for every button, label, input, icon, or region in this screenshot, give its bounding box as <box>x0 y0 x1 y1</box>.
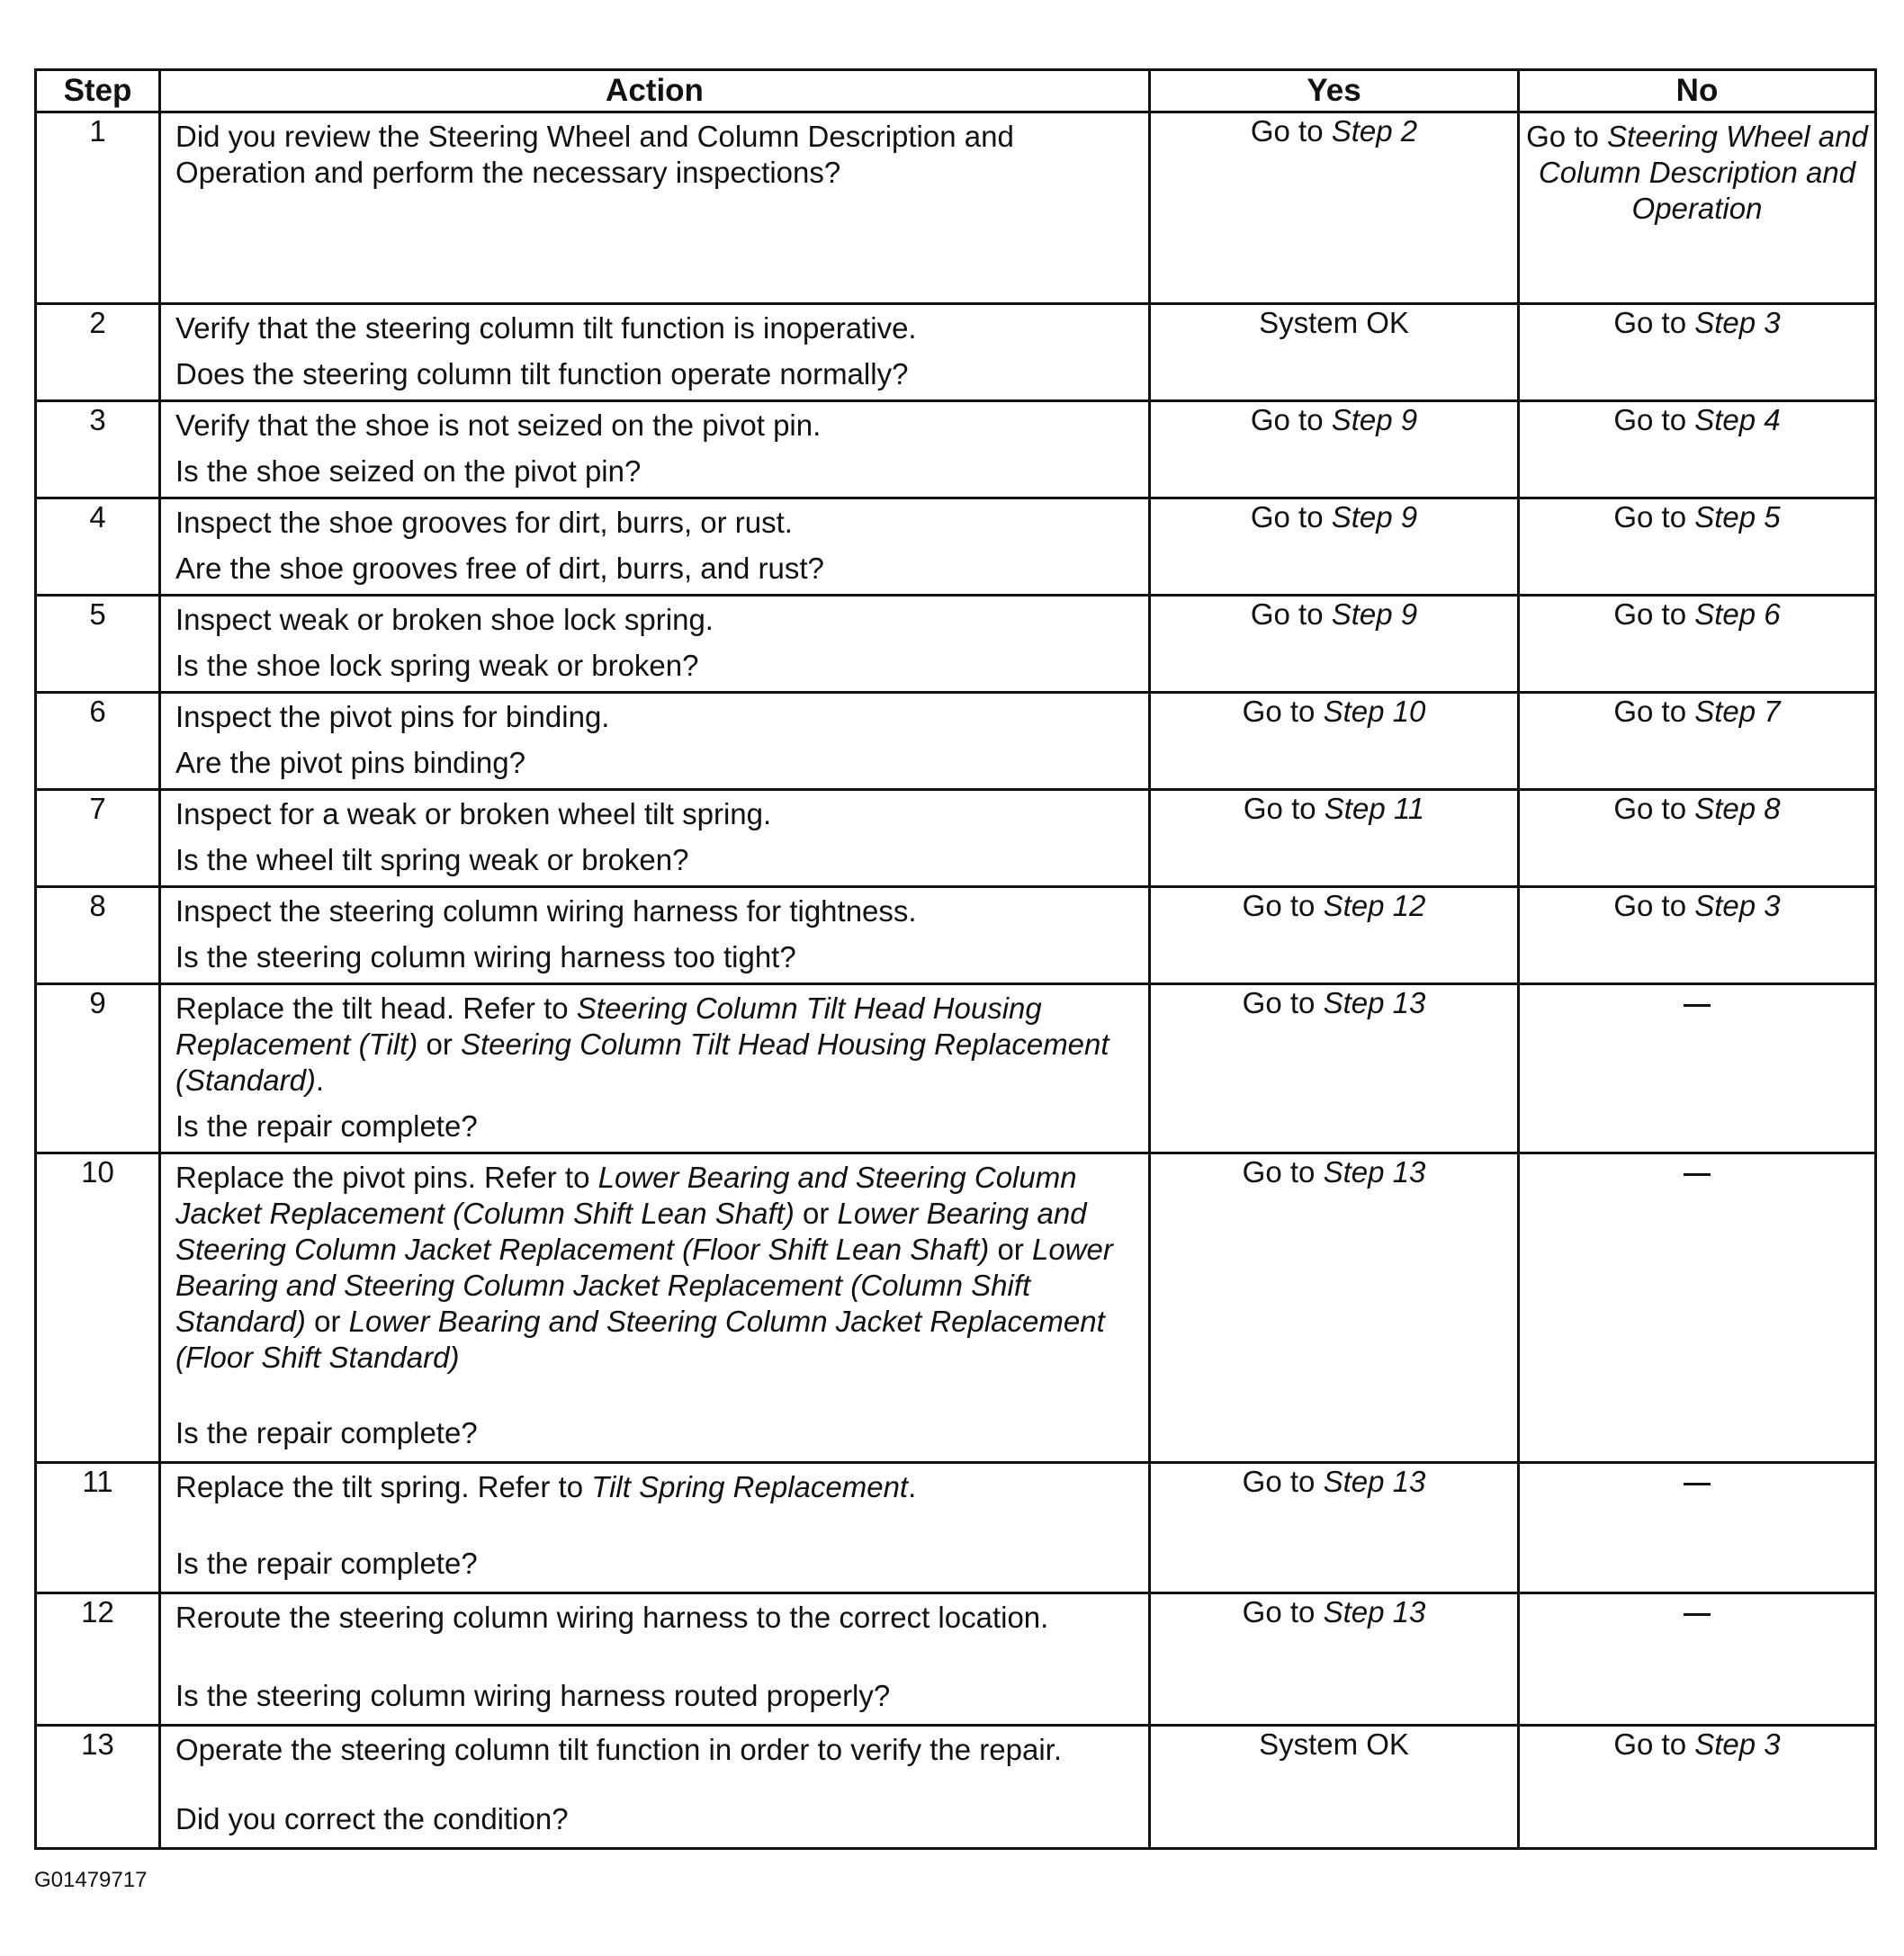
instruction-text: Inspect the steering column wiring harness for tightness. <box>175 894 917 928</box>
yes-step-reference: Step 13 <box>1323 986 1426 1019</box>
action-cell <box>160 887 1150 984</box>
instruction-text: Operate the steering column tilt function in order to verify the repair. <box>175 1733 1063 1766</box>
yes-text: Go to <box>1242 1465 1324 1498</box>
action-content <box>175 1600 1139 1714</box>
action-content <box>175 1732 1139 1837</box>
table-row <box>36 984 1876 1153</box>
yes-step-reference: Step 13 <box>1323 1465 1426 1498</box>
action-content <box>175 796 1139 878</box>
yes-text: Go to <box>1242 889 1324 922</box>
step-number: 1 <box>36 112 160 304</box>
yes-result <box>1150 1463 1519 1593</box>
yes-result <box>1150 1726 1519 1849</box>
spacer <box>175 541 1139 551</box>
yes-step-reference: Step 11 <box>1324 792 1425 825</box>
table-row <box>36 887 1876 984</box>
spacer <box>175 638 1139 648</box>
action-content <box>175 408 1139 489</box>
action-cell <box>160 790 1150 887</box>
yes-text: Go to <box>1250 500 1332 534</box>
no-step-reference: Step 3 <box>1694 889 1781 922</box>
instruction-text: . <box>315 1063 325 1097</box>
no-result <box>1519 498 1876 596</box>
yes-step-reference: Step 10 <box>1323 695 1426 728</box>
action-cell <box>160 1463 1150 1593</box>
no-text: Go to <box>1613 695 1695 728</box>
instruction-text: or <box>305 1305 349 1338</box>
instruction-text: Replace the pivot pins. Refer to <box>175 1161 598 1194</box>
no-text: Go to <box>1613 500 1695 534</box>
action-content <box>175 602 1139 684</box>
yes-result <box>1150 112 1519 304</box>
instruction-text: or <box>794 1197 838 1230</box>
no-text: Go to <box>1613 403 1695 436</box>
yes-step-reference: Step 9 <box>1331 597 1418 631</box>
instruction-text: Verify that the steering column tilt function is inoperative. <box>175 311 917 345</box>
table-row <box>36 596 1876 693</box>
no-result <box>1519 1593 1876 1726</box>
action-instruction <box>175 991 1139 1099</box>
no-result <box>1519 596 1876 693</box>
yes-step-reference: Step 13 <box>1323 1155 1426 1189</box>
header-row <box>36 70 1876 112</box>
table-row <box>36 1593 1876 1726</box>
action-content <box>175 1160 1139 1451</box>
yes-result <box>1150 693 1519 790</box>
diagnostic-table <box>34 68 1877 1850</box>
no-result <box>1519 304 1876 401</box>
step-number: 3 <box>36 401 160 498</box>
action-content <box>175 1469 1139 1582</box>
step-number: 8 <box>36 887 160 984</box>
action-instruction <box>175 699 1139 735</box>
action-instruction <box>175 1469 1139 1505</box>
instruction-text: Inspect the shoe grooves for dirt, burrs, or rust. <box>175 506 793 539</box>
instruction-text: Verify that the shoe is not seized on the pivot pin. <box>175 408 822 442</box>
action-question: Are the shoe grooves free of dirt, burrs, and rust? <box>175 552 824 585</box>
no-result <box>1519 693 1876 790</box>
no-text: Go to <box>1613 306 1695 339</box>
instruction-text: Reroute the steering column wiring harness to the correct location. <box>175 1601 1049 1634</box>
dash-mark <box>1684 1173 1711 1176</box>
action-cell <box>160 1593 1150 1726</box>
no-result <box>1519 984 1876 1153</box>
header-action: Action <box>160 70 1150 112</box>
spacer <box>175 832 1139 842</box>
no-step-reference: Step 8 <box>1694 792 1781 825</box>
action-question: Does the steering column tilt function operate normally? <box>175 357 909 390</box>
action-instruction <box>175 893 1139 929</box>
no-step-reference: Step 5 <box>1694 500 1781 534</box>
header-step: Step <box>36 70 160 112</box>
instruction-text: . <box>908 1470 917 1503</box>
yes-text: System OK <box>1259 306 1409 339</box>
spacer <box>175 1376 1139 1415</box>
step-number: 13 <box>36 1726 160 1849</box>
table-row <box>36 1463 1876 1593</box>
yes-text: Go to <box>1250 597 1332 631</box>
step-number: 10 <box>36 1153 160 1463</box>
action-content <box>175 893 1139 975</box>
action-instruction <box>175 310 1139 346</box>
no-step-reference: Step 3 <box>1694 1727 1781 1761</box>
step-number: 2 <box>36 304 160 401</box>
no-text: Go to <box>1613 597 1695 631</box>
spacer <box>175 735 1139 745</box>
action-cell <box>160 498 1150 596</box>
action-instruction <box>175 1600 1139 1636</box>
action-cell <box>160 693 1150 790</box>
yes-text: Go to <box>1242 986 1324 1019</box>
action-question: Is the steering column wiring harness too tight? <box>175 940 796 974</box>
yes-step-reference: Step 9 <box>1331 500 1418 534</box>
action-question: Did you correct the condition? <box>175 1802 569 1835</box>
no-result <box>1519 401 1876 498</box>
yes-result <box>1150 401 1519 498</box>
spacer <box>175 1636 1139 1678</box>
no-step-reference: Step 4 <box>1694 403 1781 436</box>
table-body <box>36 112 1876 1849</box>
action-instruction <box>175 796 1139 832</box>
yes-result <box>1150 498 1519 596</box>
action-question: Is the shoe seized on the pivot pin? <box>175 454 642 488</box>
procedure-reference: Lower Bearing and Steering Column Jacket Replacement (Column Shift Standard) <box>175 1233 1113 1338</box>
header-no: No <box>1519 70 1876 112</box>
action-instruction <box>175 1160 1139 1376</box>
yes-text: Go to <box>1242 1595 1324 1629</box>
instruction-text: Inspect for a weak or broken wheel tilt spring. <box>175 797 772 830</box>
yes-result <box>1150 790 1519 887</box>
step-number: 7 <box>36 790 160 887</box>
procedure-reference: Lower Bearing and Steering Column Jacket Replacement (Column Shift Lean Shaft) <box>175 1161 1077 1230</box>
instruction-text: Inspect the pivot pins for binding. <box>175 700 610 733</box>
dash-mark <box>1684 1613 1711 1616</box>
action-cell <box>160 1726 1150 1849</box>
action-content <box>175 310 1139 392</box>
step-number: 12 <box>36 1593 160 1726</box>
no-result <box>1519 1726 1876 1849</box>
yes-result <box>1150 1153 1519 1463</box>
step-number: 5 <box>36 596 160 693</box>
yes-result <box>1150 984 1519 1153</box>
table-row <box>36 112 1876 304</box>
procedure-reference: Steering Column Tilt Head Housing Replacement (Standard) <box>175 1027 1109 1097</box>
action-cell <box>160 984 1150 1153</box>
table-row <box>36 401 1876 498</box>
action-question: Is the repair complete? <box>175 1109 478 1143</box>
action-instruction <box>175 602 1139 638</box>
no-text: Go to <box>1526 120 1608 153</box>
yes-text: Go to <box>1250 114 1332 148</box>
no-result <box>1519 1463 1876 1593</box>
no-result <box>1519 112 1876 304</box>
yes-step-reference: Step 9 <box>1331 403 1418 436</box>
instruction-text: Replace the tilt head. Refer to <box>175 991 577 1025</box>
yes-step-reference: Step 13 <box>1323 1595 1426 1629</box>
action-question: Is the shoe lock spring weak or broken? <box>175 649 699 682</box>
yes-text: Go to <box>1250 403 1332 436</box>
action-question: Is the steering column wiring harness routed properly? <box>175 1679 891 1712</box>
no-step-reference: Step 7 <box>1694 695 1781 728</box>
yes-result <box>1150 304 1519 401</box>
step-number: 6 <box>36 693 160 790</box>
action-instruction <box>175 505 1139 541</box>
instruction-text: or <box>989 1233 1032 1266</box>
no-result <box>1519 790 1876 887</box>
table-row <box>36 790 1876 887</box>
header-yes: Yes <box>1150 70 1519 112</box>
figure-id: G01479717 <box>34 1868 148 1892</box>
procedure-reference: Tilt Spring Replacement <box>591 1470 909 1503</box>
spacer <box>175 1099 1139 1108</box>
action-question: Is the wheel tilt spring weak or broken? <box>175 843 689 876</box>
spacer <box>175 444 1139 453</box>
table-row <box>36 693 1876 790</box>
action-cell <box>160 112 1150 304</box>
yes-result <box>1150 887 1519 984</box>
action-content <box>175 991 1139 1144</box>
action-content <box>175 505 1139 587</box>
instruction-text: Replace the tilt spring. Refer to <box>175 1470 592 1503</box>
instruction-text: Inspect weak or broken shoe lock spring. <box>175 603 714 636</box>
spacer <box>175 929 1139 939</box>
no-step-reference: Step 3 <box>1694 306 1781 339</box>
no-step-reference: Steering Wheel and Column Description and Operation <box>1538 120 1868 225</box>
action-cell <box>160 596 1150 693</box>
yes-text: Go to <box>1242 1155 1324 1189</box>
action-question: Is the repair complete? <box>175 1547 478 1580</box>
action-question: Are the pivot pins binding? <box>175 746 525 779</box>
action-cell <box>160 401 1150 498</box>
action-cell <box>160 304 1150 401</box>
yes-text: Go to <box>1243 792 1325 825</box>
spacer <box>175 1505 1139 1546</box>
action-content <box>175 699 1139 781</box>
procedure-reference: Lower Bearing and Steering Column Jacket Replacement (Floor Shift Lean Shaft) <box>175 1197 1087 1266</box>
action-instruction <box>175 408 1139 444</box>
spacer <box>175 346 1139 356</box>
no-text: Go to <box>1613 889 1695 922</box>
procedure-reference: Steering Column Tilt Head Housing Replacement (Tilt) <box>175 991 1042 1061</box>
dash-mark <box>1684 1004 1711 1007</box>
no-step-reference: Step 6 <box>1694 597 1781 631</box>
no-text: Go to <box>1613 1727 1695 1761</box>
action-content <box>175 119 1139 292</box>
instruction-text: or <box>418 1027 461 1061</box>
yes-text: System OK <box>1259 1727 1409 1761</box>
no-result <box>1519 1153 1876 1463</box>
table-row <box>36 1153 1876 1463</box>
table-row <box>36 304 1876 401</box>
table-row <box>36 1726 1876 1849</box>
step-number: 11 <box>36 1463 160 1593</box>
yes-result <box>1150 596 1519 693</box>
table-row <box>36 498 1876 596</box>
action-cell <box>160 1153 1150 1463</box>
step-number: 9 <box>36 984 160 1153</box>
yes-step-reference: Step 2 <box>1331 114 1418 148</box>
action-instruction <box>175 119 1139 191</box>
dash-mark <box>1684 1483 1711 1485</box>
yes-step-reference: Step 12 <box>1323 889 1426 922</box>
yes-text: Go to <box>1242 695 1324 728</box>
no-text: Go to <box>1613 792 1695 825</box>
no-result <box>1519 887 1876 984</box>
yes-result <box>1150 1593 1519 1726</box>
procedure-reference: Lower Bearing and Steering Column Jacket Replacement (Floor Shift Standard) <box>175 1305 1105 1374</box>
step-number: 4 <box>36 498 160 596</box>
spacer <box>175 1768 1139 1801</box>
instruction-text: Did you review the Steering Wheel and Column Description and Operation and perform the necessary inspections? <box>175 120 1014 189</box>
action-question: Is the repair complete? <box>175 1416 478 1449</box>
action-instruction <box>175 1732 1139 1768</box>
